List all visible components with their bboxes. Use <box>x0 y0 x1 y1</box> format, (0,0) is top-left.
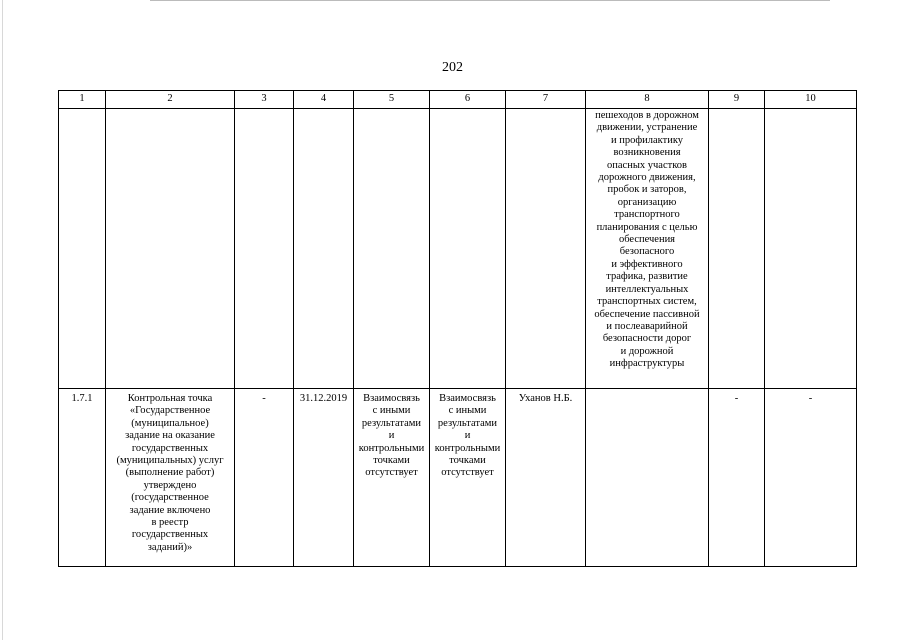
text-line: утверждено <box>143 479 197 491</box>
text-line: Контрольная точка <box>127 393 213 404</box>
text-line: и послеаварийной <box>606 320 688 332</box>
text-line: безопасности дорог <box>602 333 692 345</box>
table-cell <box>294 109 354 389</box>
column-header-10: 10 <box>765 91 857 109</box>
scan-top-edge <box>150 0 830 3</box>
text-line: возникновения <box>613 147 681 159</box>
text-line: задание включено <box>129 504 211 516</box>
text-line: и <box>388 430 395 442</box>
page-number: 202 <box>442 60 463 75</box>
text-line: Взаимосвязь <box>363 393 420 404</box>
text-line: пешеходов в дорожном <box>595 110 699 121</box>
text-line: обеспечения <box>618 234 676 246</box>
table-row-1-7-1 <box>59 389 857 567</box>
text-line: отсутствует <box>441 467 494 479</box>
text-line: результатами <box>437 417 498 429</box>
text-line: трафика, развитие <box>606 271 688 283</box>
text-line: государственных <box>131 442 209 454</box>
text-line: дорожного движения, <box>598 172 696 184</box>
text-line: транспортных систем, <box>597 296 697 308</box>
column-header-3: 3 <box>235 91 294 109</box>
text-line: точками <box>373 455 410 467</box>
column-header-6: 6 <box>430 91 506 109</box>
column-header-2: 2 <box>106 91 235 109</box>
relationship-cell <box>354 389 430 567</box>
table-cell <box>586 389 709 567</box>
text-line: Взаимосвязь <box>439 393 496 404</box>
table-cell <box>235 109 294 389</box>
control-points-table <box>58 90 857 567</box>
column-number-row <box>59 91 857 109</box>
table-cell <box>106 109 235 389</box>
text-line: точками <box>449 455 486 467</box>
text-line: контрольными <box>358 442 425 454</box>
text-line: результатами <box>361 417 422 429</box>
continuation-text-cell <box>586 109 709 389</box>
table-cell <box>709 109 765 389</box>
text-line: (выполнение работ) <box>125 467 215 479</box>
text-line: планирования с целью <box>596 221 698 233</box>
text-line: с иными <box>448 405 487 417</box>
column-10-value: - <box>765 389 857 567</box>
text-line: контрольными <box>434 442 501 454</box>
table-cell <box>354 109 430 389</box>
text-line: безопасного <box>619 246 675 258</box>
text-line: заданий)» <box>147 541 193 553</box>
row-number: 1.7.1 <box>59 389 106 567</box>
text-line: «Государственное <box>129 405 211 417</box>
text-line: с иными <box>372 405 411 417</box>
text-line: инфраструктуры <box>609 358 685 370</box>
responsible-person: Уханов Н.Б. <box>506 389 586 567</box>
text-line: транспортного <box>614 209 680 221</box>
scan-left-edge <box>2 0 3 640</box>
column-3-value: - <box>235 389 294 567</box>
text-line: государственных <box>131 529 209 541</box>
column-header-8: 8 <box>586 91 709 109</box>
text-line: и эффективного <box>611 258 683 270</box>
column-header-1: 1 <box>59 91 106 109</box>
relationship-cell <box>430 389 506 567</box>
text-line: (государственное <box>131 492 209 504</box>
column-header-5: 5 <box>354 91 430 109</box>
table-row-continuation <box>59 109 857 389</box>
text-line: организацию <box>617 196 677 208</box>
column-9-value: - <box>709 389 765 567</box>
text-line: в реестр <box>151 517 189 529</box>
column-header-7: 7 <box>506 91 586 109</box>
table-cell <box>506 109 586 389</box>
column-header-4: 4 <box>294 91 354 109</box>
text-line: обеспечение пассивной <box>594 308 700 320</box>
text-line: (муниципальное) <box>131 417 209 429</box>
table-cell <box>59 109 106 389</box>
text-line: и профилактику <box>610 134 684 146</box>
column-header-9: 9 <box>709 91 765 109</box>
text-line: интеллектуальных <box>605 283 689 295</box>
text-line: движении, устранение <box>596 122 698 134</box>
text-line: пробок и заторов, <box>607 184 687 196</box>
text-line: задание на оказание <box>125 430 215 442</box>
table-cell <box>430 109 506 389</box>
text-line: и <box>464 430 471 442</box>
control-point-name <box>106 389 235 567</box>
text-line: и дорожной <box>620 345 674 357</box>
deadline-date: 31.12.2019 <box>294 389 354 567</box>
text-line: отсутствует <box>365 467 418 479</box>
table-cell <box>765 109 857 389</box>
text-line: опасных участков <box>607 159 687 171</box>
text-line: (муниципальных) услуг <box>116 455 224 467</box>
